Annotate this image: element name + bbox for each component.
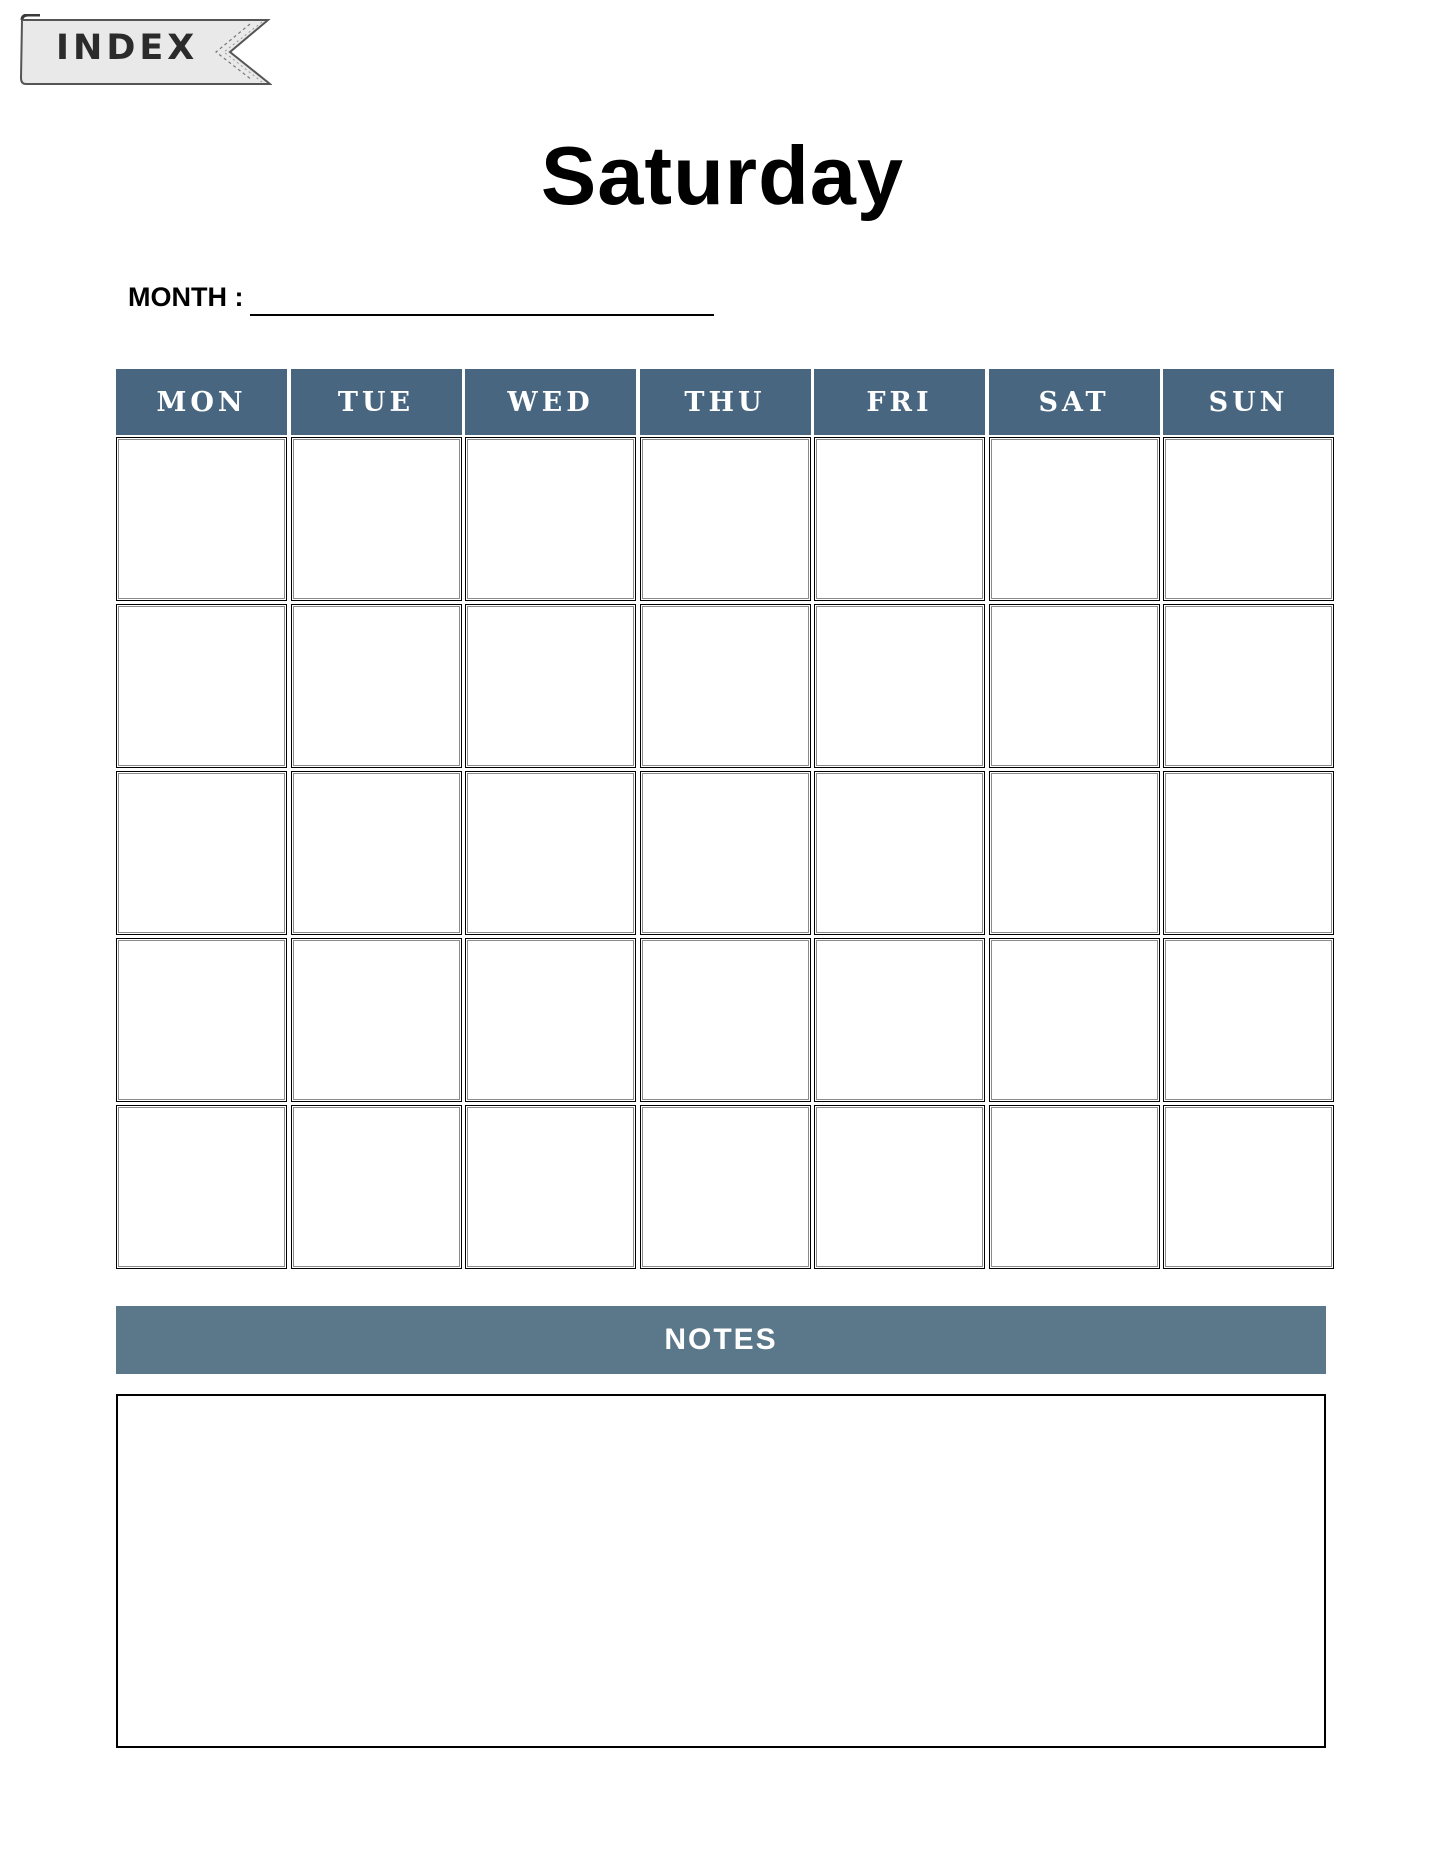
day-cell[interactable]: [640, 604, 811, 768]
day-cell[interactable]: [1163, 437, 1334, 601]
day-cell[interactable]: [989, 938, 1160, 1102]
calendar: [116, 369, 1330, 1269]
day-header-thu: THU: [640, 369, 811, 435]
day-cell[interactable]: [814, 604, 985, 768]
day-cell[interactable]: [291, 1105, 462, 1269]
day-cell[interactable]: [291, 437, 462, 601]
day-cell[interactable]: [291, 938, 462, 1102]
day-cell[interactable]: [989, 604, 1160, 768]
page-title: Saturday: [540, 129, 905, 222]
day-cell[interactable]: [1163, 604, 1334, 768]
day-cell[interactable]: [814, 771, 985, 935]
day-cell[interactable]: [116, 437, 287, 601]
day-cell[interactable]: [465, 1105, 636, 1269]
day-cell[interactable]: [1163, 771, 1334, 935]
day-cell[interactable]: [814, 938, 985, 1102]
calendar-header: [116, 369, 1330, 435]
day-cell[interactable]: [116, 938, 287, 1102]
index-label: INDEX: [56, 28, 199, 68]
day-cell[interactable]: [291, 604, 462, 768]
month-row: [128, 280, 728, 320]
day-header-mon: MON: [116, 369, 287, 435]
day-cell[interactable]: [116, 771, 287, 935]
day-cell[interactable]: [1163, 1105, 1334, 1269]
day-header-tue: TUE: [291, 369, 462, 435]
day-cell[interactable]: [1163, 938, 1334, 1102]
day-cell[interactable]: [640, 1105, 811, 1269]
day-cell[interactable]: [989, 771, 1160, 935]
month-field[interactable]: [250, 314, 714, 316]
day-cell[interactable]: [465, 604, 636, 768]
day-cell[interactable]: [465, 437, 636, 601]
day-header-fri: FRI: [814, 369, 985, 435]
day-cell[interactable]: [465, 938, 636, 1102]
day-cell[interactable]: [640, 437, 811, 601]
month-label: MONTH :: [128, 282, 244, 312]
day-cell[interactable]: [640, 938, 811, 1102]
day-cell[interactable]: [989, 437, 1160, 601]
day-cell[interactable]: [814, 437, 985, 601]
notes-box[interactable]: [116, 1394, 1326, 1748]
day-header-sun: SUN: [1163, 369, 1334, 435]
day-cell[interactable]: [989, 1105, 1160, 1269]
notes-header: NOTES: [116, 1306, 1326, 1374]
day-header-sat: SAT: [989, 369, 1160, 435]
day-cell[interactable]: [814, 1105, 985, 1269]
day-header-wed: WED: [465, 369, 636, 435]
day-cell[interactable]: [116, 604, 287, 768]
day-cell[interactable]: [640, 771, 811, 935]
index-tab[interactable]: [18, 14, 272, 88]
day-cell[interactable]: [116, 1105, 287, 1269]
calendar-grid: [116, 437, 1330, 1269]
day-cell[interactable]: [465, 771, 636, 935]
day-cell[interactable]: [291, 771, 462, 935]
